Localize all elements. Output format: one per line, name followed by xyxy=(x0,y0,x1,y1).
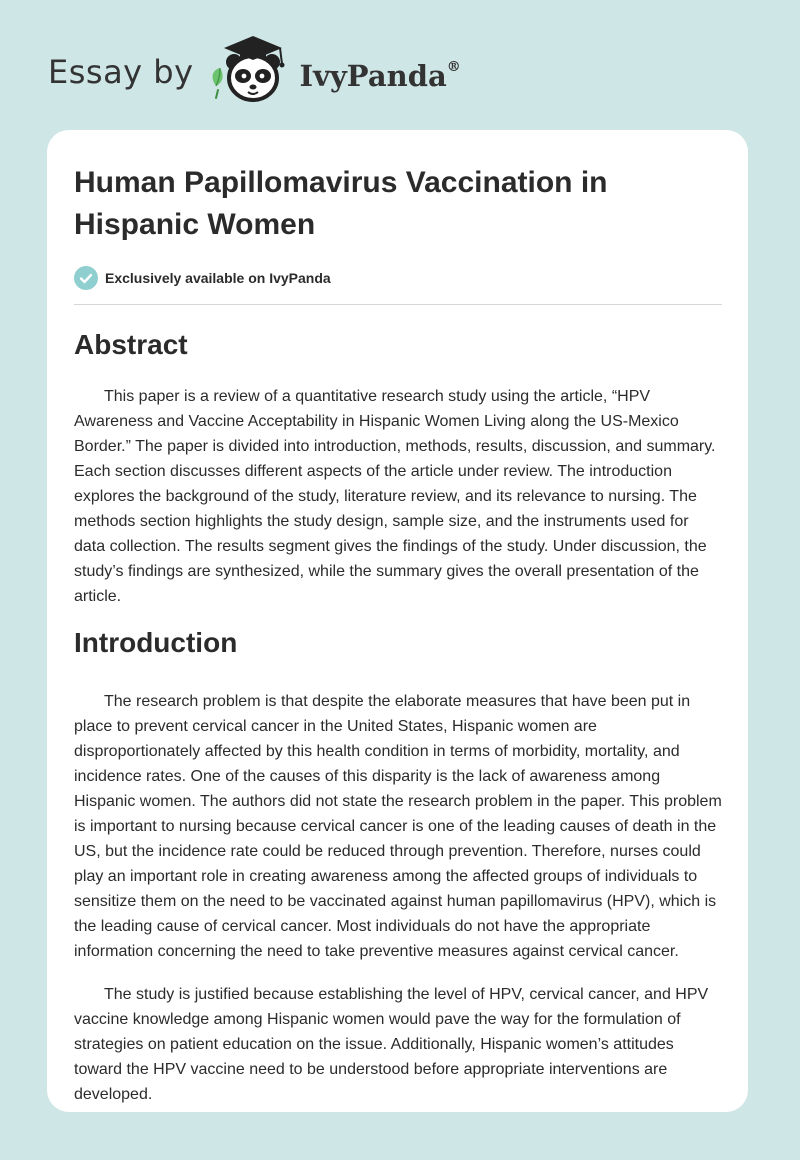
site-header xyxy=(48,34,461,110)
exclusive-label: Exclusively available on IvyPanda xyxy=(105,270,331,286)
page-title: Human Papillomavirus Vaccination in Hispanic Women xyxy=(74,166,608,241)
check-circle-icon xyxy=(74,266,98,290)
essay-by-label: Essay by xyxy=(48,53,194,91)
section-heading-abstract: Abstract xyxy=(74,329,188,360)
panda-graduate-icon[interactable] xyxy=(206,34,294,110)
brand-name[interactable] xyxy=(300,59,461,93)
registered-mark: ® xyxy=(446,59,461,76)
introduction-paragraph-1: The research problem is that despite the elaborate measures that have been put in place to prevent cervical cancer in the United States, Hispanic women are disproportionately affected by this health condition in terms of morbidity, mortality, and incidence rates. One of the causes of this disparity is the lack of awareness among Hispanic women. The authors did not state the research problem in the paper. This problem is important to nursing because cervical cancer is one of the leading causes of death in the US, but the incidence rate could be reduced through prevention. Therefore, nurses could play an important role in creating awareness among the affected groups of individuals to sensitize them on the need to be vaccinated against human papillomavirus (HPV), which is the leading cause of cervical cancer. Most individuals do not have the appropriate information concerning the need to take preventive measures against cervical cancer. xyxy=(74,693,722,960)
exclusive-badge xyxy=(74,266,722,305)
section-heading-introduction: Introduction xyxy=(74,627,238,658)
essay-card xyxy=(47,130,748,1112)
essay-content xyxy=(74,162,722,1107)
brand-text[interactable]: IvyPanda xyxy=(299,59,447,93)
abstract-paragraph: This paper is a review of a quantitative research study using the article, “HPV Awareness and Vaccine Acceptability in Hispanic Women Living along the US-Mexico Border.” The paper is divided into introduction, methods, results, discussion, and summary. Each section discusses different aspects of the article under review. The introduction explores the background of the study, literature review, and its relevance to nursing. The methods section highlights the study design, sample size, and the instruments used for data collection. The results segment gives the findings of the study. Under discussion, the study’s findings are synthesized, while the summary gives the overall presentation of the article. xyxy=(74,388,716,605)
introduction-paragraph-2: The study is justified because establishing the level of HPV, cervical cancer, and HPV vaccine knowledge among Hispanic women would pave the way for the formulation of strategies on patient education on the issue. Additionally, Hispanic women’s attitudes toward the HPV vaccine need to be understood before appropriate interventions are developed. xyxy=(74,986,709,1103)
